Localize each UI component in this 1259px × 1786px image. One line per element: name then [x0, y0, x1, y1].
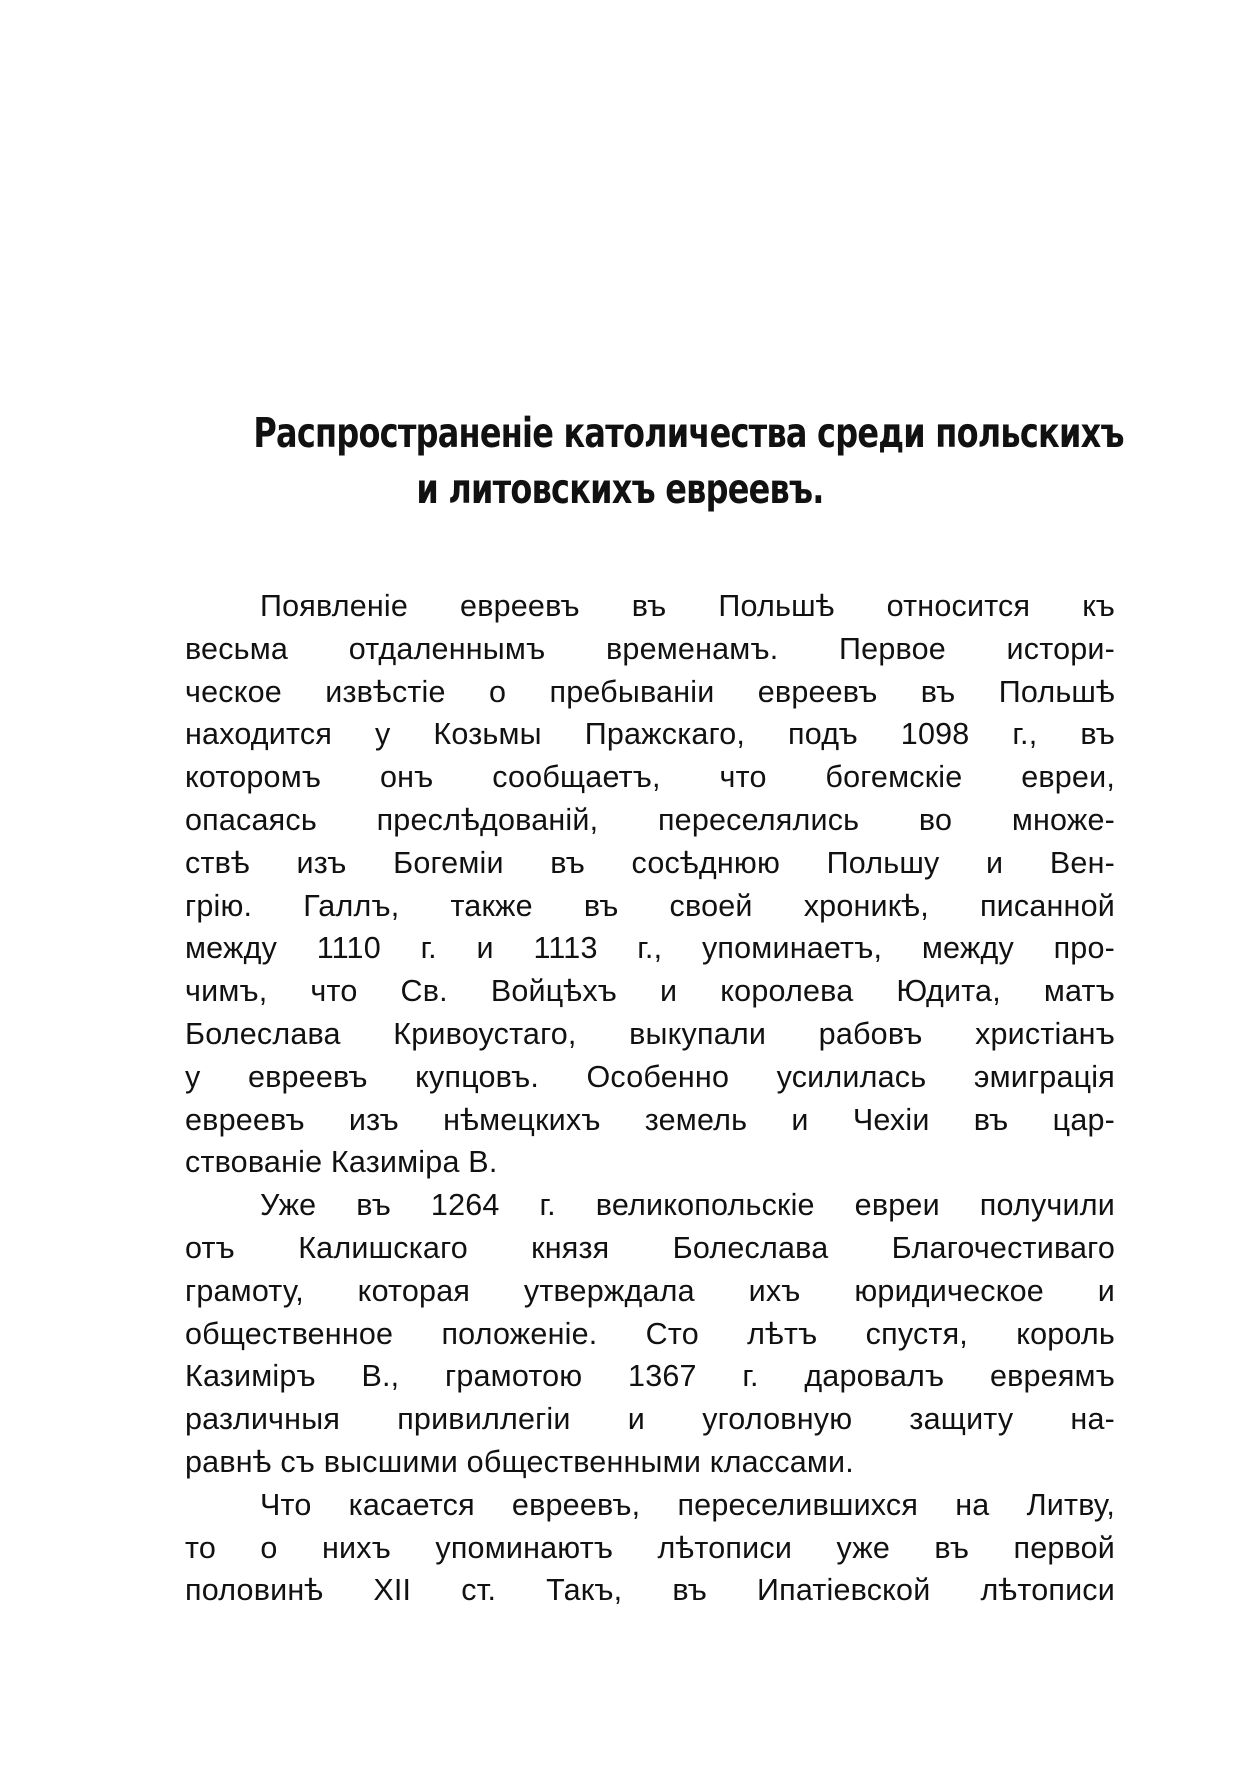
text-line: Уже въ 1264 г. великопольскіе евреи получили	[260, 1188, 1115, 1223]
paragraph-1	[185, 585, 1115, 1184]
text-line: половинѣ XII ст. Такъ, въ Ипатіевской лѣтописи	[185, 1573, 1115, 1608]
paragraph-2	[185, 1184, 1115, 1484]
text-line: находится у Козьмы Пражскаго, подъ 1098 г., въ	[185, 717, 1115, 752]
text-line: грамоту, которая утверждала ихъ юридическое и	[185, 1273, 1115, 1308]
text-line: то о нихъ упоминаютъ лѣтописи уже въ первой	[185, 1530, 1115, 1565]
chapter-title-line-1: Распространеніе католичества среди польскихъ	[253, 409, 1124, 457]
chapter-title-line-2: и литовскихъ евреевъ.	[416, 465, 824, 513]
text-line: ствованіе Казиміра В.	[185, 1145, 498, 1180]
chapter-title	[253, 405, 1124, 517]
text-line: грію. Галлъ, также въ своей хроникѣ, писанной	[185, 888, 1115, 923]
text-line: опасаясь преслѣдованій, переселялись во множе-	[185, 802, 1115, 837]
text-line: ческое извѣстіе о пребываніи евреевъ въ Польшѣ	[185, 674, 1115, 709]
text-line: чимъ, что Св. Войцѣхъ и королева Юдита, матъ	[185, 974, 1115, 1009]
text-line: Появленіе евреевъ въ Польшѣ относится къ	[260, 589, 1115, 623]
text-line: которомъ онъ сообщаетъ, что богемскіе евреи,	[185, 760, 1115, 795]
text-line: различныя привиллегіи и уголовную защиту на-	[185, 1402, 1115, 1437]
text-line: ствѣ изъ Богеміи въ сосѣднюю Польшу и Вен-	[185, 845, 1115, 880]
text-line: равнѣ съ высшими общественными классами.	[185, 1444, 854, 1479]
text-line: общественное положеніе. Сто лѣтъ спустя, король	[185, 1316, 1115, 1351]
text-line: Что касается евреевъ, переселившихся на Литву,	[260, 1487, 1115, 1522]
text-line: у евреевъ купцовъ. Особенно усилилась эмиграція	[185, 1059, 1115, 1094]
text-line: Казиміръ В., грамотою 1367 г. даровалъ евреямъ	[185, 1359, 1115, 1394]
text-line: Болеслава Кривоустаго, выкупали рабовъ христіанъ	[185, 1016, 1115, 1051]
paragraph-3	[185, 1484, 1115, 1612]
text-line: между 1110 г. и 1113 г., упоминаетъ, между про-	[185, 931, 1115, 966]
body-text	[185, 585, 1115, 1612]
text-line: евреевъ изъ нѣмецкихъ земель и Чехіи въ цар-	[185, 1102, 1115, 1137]
text-line: отъ Калишскаго князя Болеслава Благочестиваго	[185, 1230, 1115, 1265]
text-line: весьма отдаленнымъ временамъ. Первое истори-	[185, 631, 1115, 666]
